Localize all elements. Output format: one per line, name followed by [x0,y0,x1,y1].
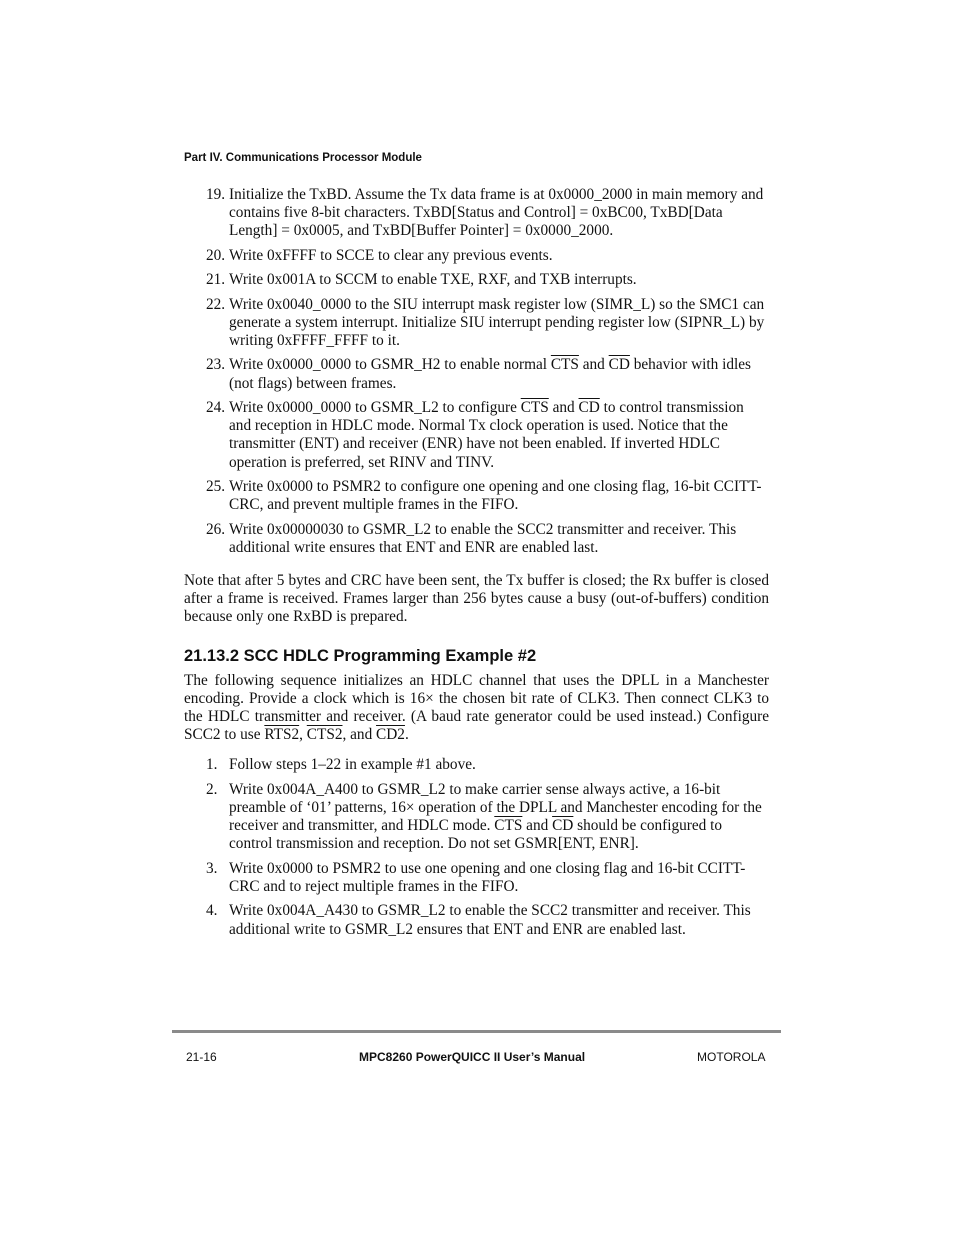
text-segment: Write 0x0000_0000 to GSMR_H2 to enable normal [229,356,551,374]
overlined-signal-name: CD2 [376,726,405,744]
step-text [229,478,761,513]
step-number: 19. [206,186,226,203]
step-number: 2. [206,780,218,798]
step-number: 20. [206,246,226,264]
list-item [184,399,769,472]
text-segment: Write 0x004A_A430 to GSMR_L2 to enable the SCC2 transmitter and receiver. This additional write to GSMR_L2 ensures that ENT and ENR are enabled last. [229,902,751,938]
overlined-signal-name: $\overline{CTS}$ [550,356,579,374]
overlined-signal-name: $\overline{CTS}$ [494,817,523,835]
overlined-signal-name: $\overline{CD}$ [552,817,574,835]
text-segment: Write 0x004A_A400 to GSMR_L2 to make carrier sense always active, a 16-bit preamble of ‘01’ patterns, 16× operation of the DPLL and Manchester encoding for the receiver and transmitter, and HDLC mode. [229,780,762,835]
list-item [184,247,769,265]
text-segment: , [299,726,307,744]
step-list-example-1 [184,186,769,557]
page-body [184,186,769,945]
text-segment: and [522,817,553,835]
step-text [229,860,745,895]
text-segment: and [548,398,579,416]
list-item [184,478,769,514]
step-number: 26. [206,520,226,538]
text-segment: Write 0x0000_0000 to GSMR_L2 to configure [229,398,521,416]
step-number: 24. [206,398,226,416]
section-intro-paragraph [184,672,769,745]
page-number: 21-16 [186,1050,217,1064]
step-text [229,902,751,937]
section-heading: 21.13.2 SCC HDLC Programming Example #2 [184,646,537,665]
list-item [184,271,769,289]
text-segment: Write 0x0000 to PSMR2 to configure one opening and one closing flag, 16-bit CCITT-CRC, and prevent multiple frames in the FIFO. [229,477,762,514]
list-item [184,296,769,351]
text-segment: Initialize the TxBD. Assume the Tx data frame is at 0x0000_2000 in main memory and contains five 8-bit characters. TxBD[Status and Control] = 0xBC00, TxBD[Data Length] = 0x0005, and TxBD[Buffer Pointer] = 0x0000_2000. [229,186,764,240]
step-list-example-2 [184,756,769,938]
brand-name: MOTOROLA [697,1050,766,1064]
step-text [229,781,762,853]
step-number: 22. [206,295,226,313]
text-segment: The following sequence initializes an HDLC channel that uses the DPLL in a Manchester encoding. Provide a clock which is 16× the chosen bit rate of CLK3. Then connect CLK3 to the HDLC transmitter and receiver. (A baud rate generator could be used instead.) Configure SCC2 to use [184,671,769,744]
step-text [229,247,553,264]
text-segment: Write 0x00000030 to GSMR_L2 to enable the SCC2 transmitter and receiver. This additional write ensures that ENT and ENR are enabled last. [229,520,737,556]
list-item [184,356,769,392]
text-segment: to control transmission and reception in HDLC mode. Normal Tx clock operation is used. Notice that the transmitter (ENT) and receiver (ENR) have not been enabled. If inverted HDLC operation is preferred, set RINV and TINV. [229,398,744,471]
step-number: 3. [206,859,218,877]
step-number: 4. [206,902,218,920]
overlined-signal-name: CTS2 [306,726,343,744]
manual-title: MPC8260 PowerQUICC II User’s Manual [359,1050,586,1064]
overlined-signal-name: RTS2 [264,726,300,744]
step-text [229,356,751,391]
step-text [229,271,637,288]
text-segment: Write 0x0040_0000 to the SIU interrupt mask register low (SIMR_L) so the SMC1 can generate a system interrupt. Initialize SIU interrupt pending register low (SIPNR_L) by writing 0xFFFF_FFFF to it. [229,295,765,349]
text-segment: Write 0x0000 to PSMR2 to use one opening and one closing flag and 16-bit CCITT-CRC and to reject multiple frames in the FIFO. [229,859,746,895]
text-segment: Follow steps 1–22 in example #1 above. [229,756,476,774]
running-header: Part IV. Communications Processor Module [184,152,422,164]
text-segment: . [404,726,409,744]
list-item [184,781,769,854]
list-item [184,521,769,557]
text-segment: should be configured to control transmission and reception. Do not set GSMR[ENT, ENR]. [229,817,723,853]
step-number: 21. [206,271,226,289]
step-text [229,521,736,556]
text-segment: behavior with idles (not flags) between frames. [229,356,751,392]
step-text [229,296,764,349]
overlined-signal-name: $\overline{CTS}$ [520,398,549,416]
list-item [184,902,769,938]
overlined-signal-name: $\overline{CD}$ [608,356,630,374]
step-number: 1. [206,756,218,774]
text-segment: , and [342,726,377,744]
note-paragraph: Note that after 5 bytes and CRC have been sent, the Tx buffer is closed; the Rx buffer is closed after a frame is received. Frames larger than 256 bytes cause a busy (out-of-buffers) condition because only one RxBD is prepared. [184,571,769,626]
list-item [184,186,769,241]
step-text [229,756,476,773]
list-item [184,860,769,896]
step-text [229,399,744,471]
text-segment: and [578,356,609,374]
footer-rule [172,1030,781,1033]
step-text [229,186,763,239]
text-segment: Write 0x001A to SCCM to enable TXE, RXF, and TXB interrupts. [229,271,637,289]
step-number: 23. [206,356,226,374]
step-number: 25. [206,477,226,495]
text-segment: Write 0xFFFF to SCCE to clear any previous events. [229,246,553,264]
list-item [184,756,769,774]
overlined-signal-name: $\overline{CD}$ [578,398,600,416]
